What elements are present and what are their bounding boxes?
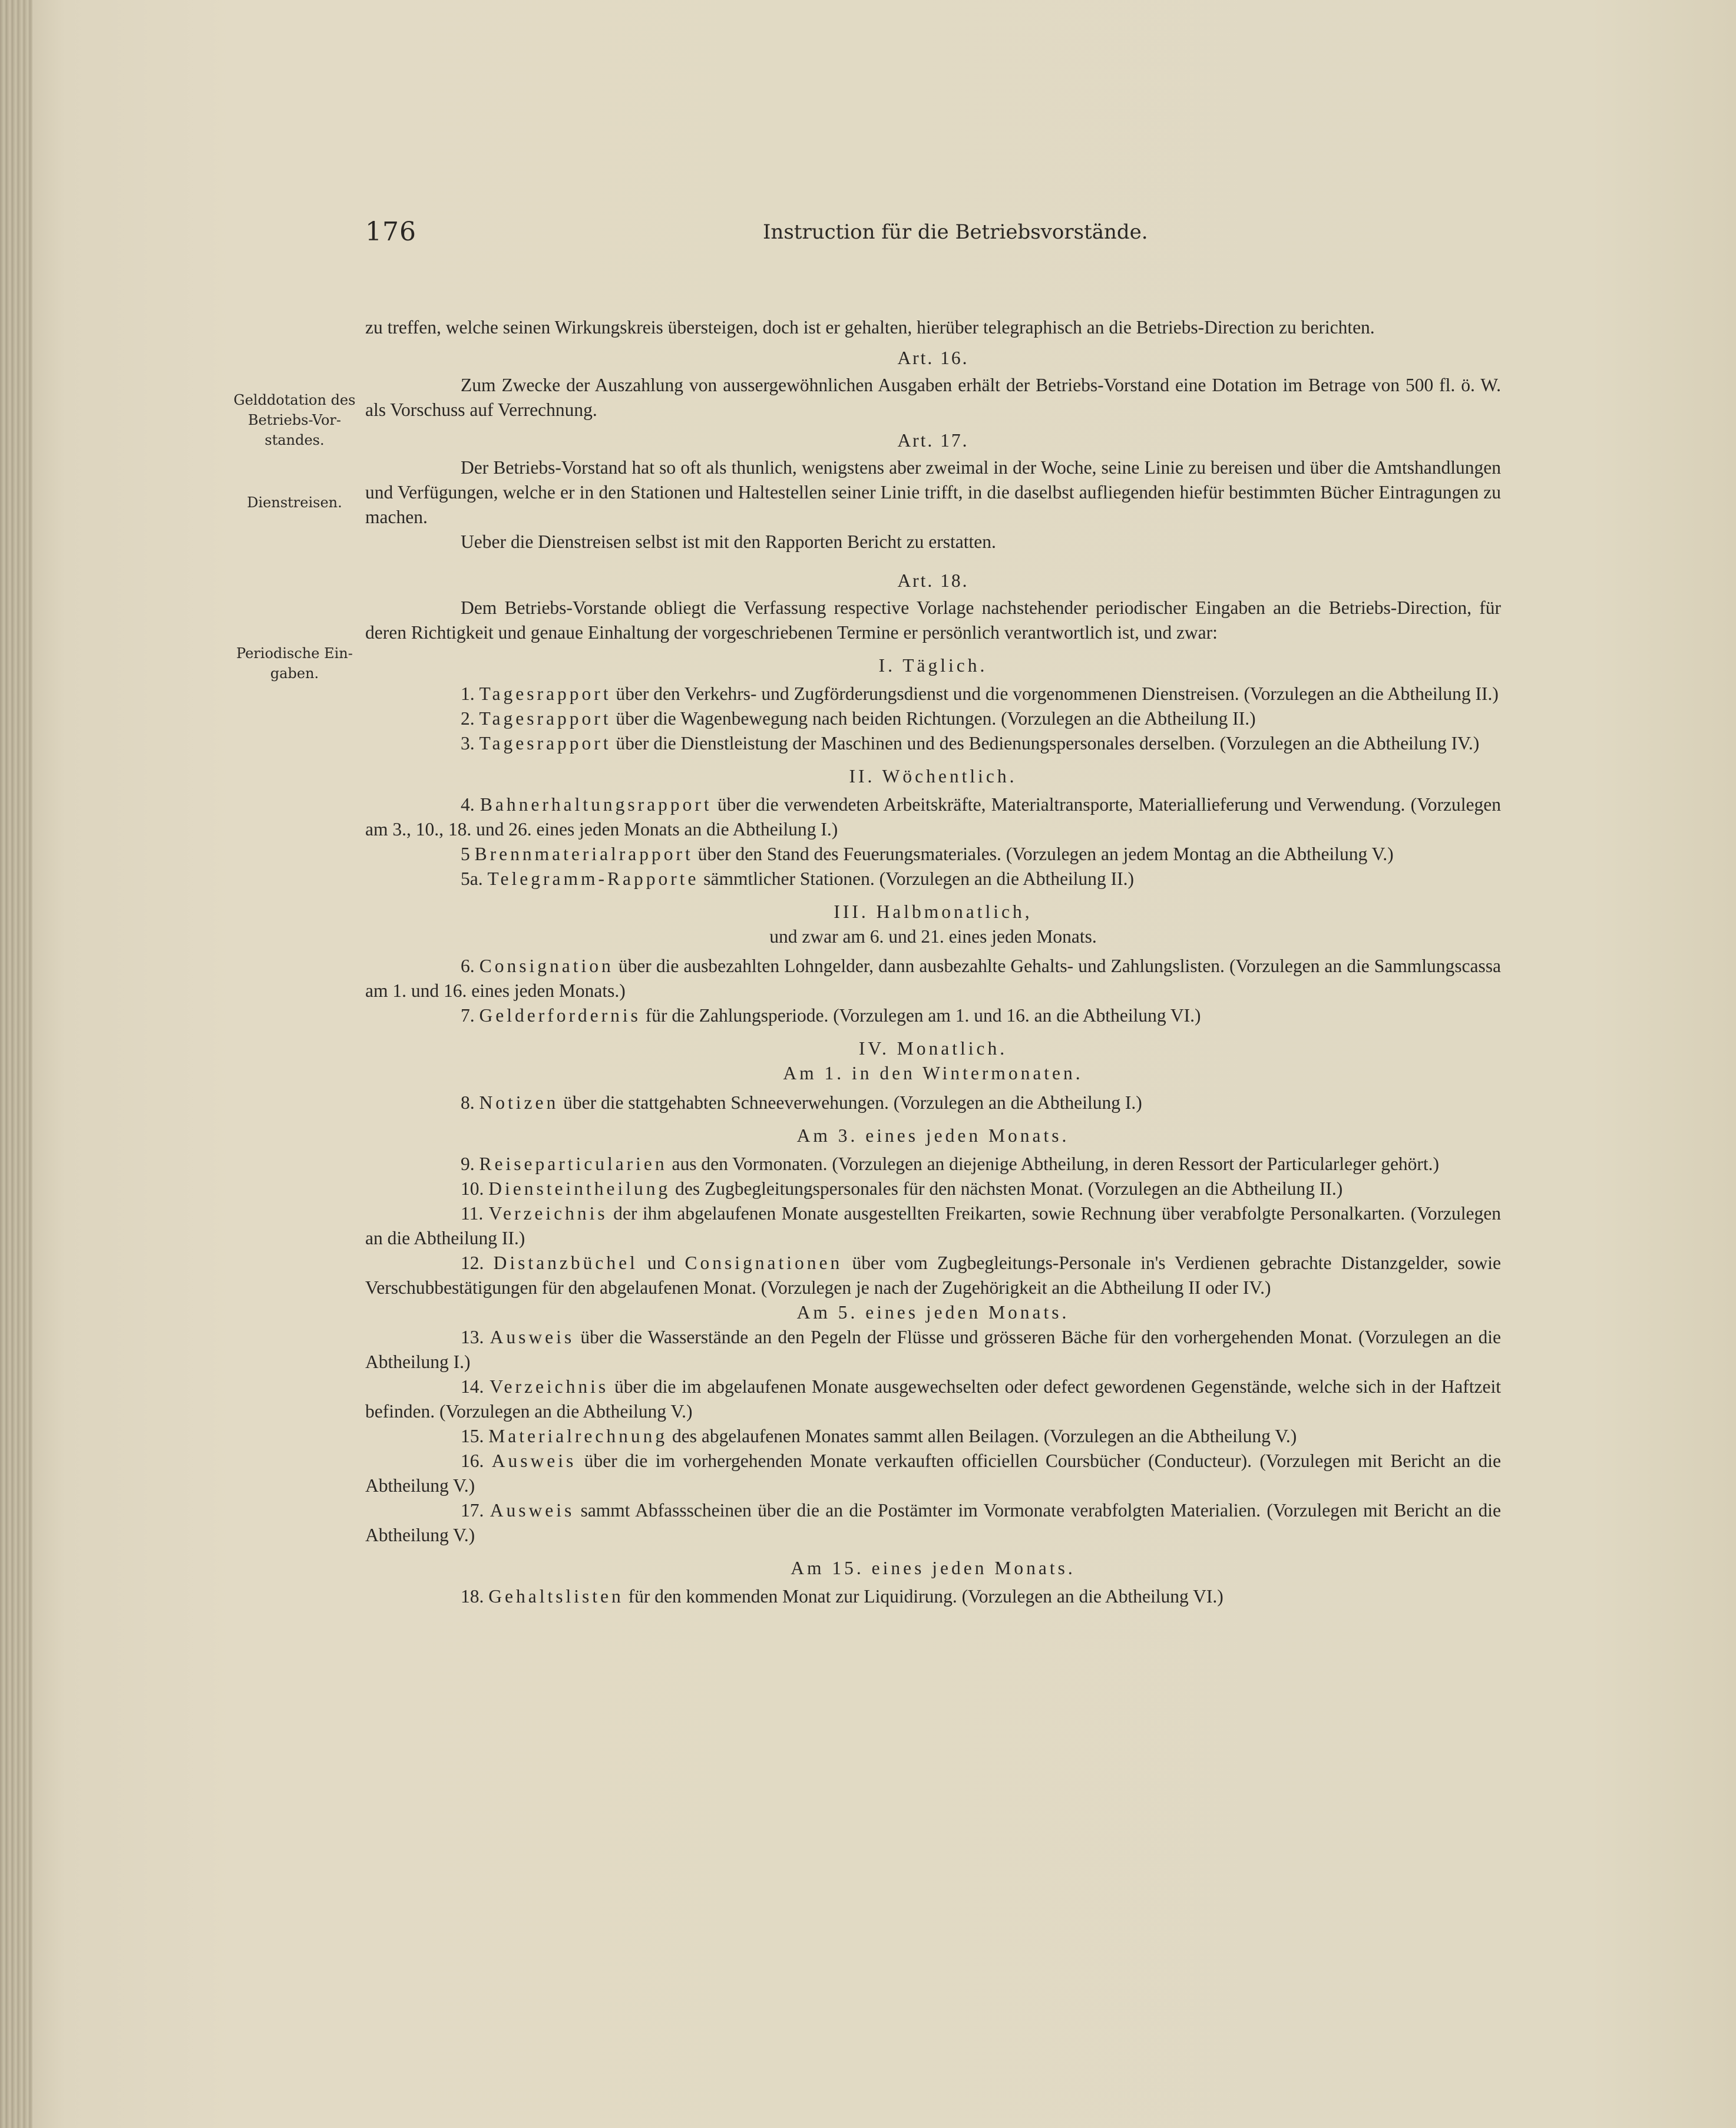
item-term: Diensteintheilung [488,1178,671,1199]
list-item: 6. Consignation über die ausbezahlten Lohngelder, dann ausbezahlte Gehalts- und Zahlungslisten. (Vorzulegen an die Sammlungscassa am 1. und 16. eines jeden Monats.) [365,956,1502,1001]
item-term: Tagesrapport [479,708,611,729]
item-term: Consignationen [685,1253,843,1273]
item-term: Distanzbüchel [493,1253,638,1273]
page-header [365,217,1496,252]
item-term: Brennmaterialrapport [474,844,693,864]
item-term: Telegramm-Rapporte [487,868,699,889]
article-16-text: Zum Zwecke der Auszahlung von aussergewöhnlichen Ausgaben erhält der Betriebs-Vorstand eine Dotation im Betrage von 500 fl. ö. W. als Vorschuss auf Verrechnung. [365,375,1501,420]
item-term: Consignation [479,956,614,976]
section-monthly-winter: Am 1. in den Wintermonaten. [783,1063,1083,1083]
running-title: Instruction für die Betriebsvorstände. [763,220,1148,244]
article-18-text: Dem Betriebs-Vorstande obliegt die Verfassung respective Vorlage nachstehender periodischer Eingaben an die Betriebs-Direction, für deren Richtigkeit und genaue Einhaltung der vorgeschriebenen Termine er persönlich verantwortlich ist, und zwar: [365,597,1501,643]
list-item: 16. Ausweis über die im vorhergehenden Monate verkauften officiellen Coursbücher (Conducteur). (Vorzulegen mit Bericht an die Abtheilung V.) [365,1450,1502,1496]
margin-note-periodische-eingaben: Periodische Ein-gaben. [236,645,353,682]
margin-note-dienstreisen: Dienstreisen. [247,494,342,511]
list-item: 13. Ausweis über die Wasserstände an den Pegeln der Flüsse und grösseren Bäche für den vorhergehenden Monat. (Vorzulegen an die Abtheilung I.) [365,1327,1502,1372]
list-item: 1. Tagesrapport über den Verkehrs- und Zugförderungsdienst und die vorgenommenen Dienstreisen. (Vorzulegen an die Abtheilung II.) [461,683,1499,704]
list-item: 11. Verzeichnis der ihm abgelaufenen Monate ausgestellten Freikarten, sowie Rechnung über verabfolgte Personalkarten. (Vorzulegen an die Abtheilung II.) [365,1203,1501,1248]
list-item: 3. Tagesrapport über die Dienstleistung der Maschinen und des Bedienungspersonales derselben. (Vorzulegen an die Abtheilung IV.) [461,733,1480,754]
section-monthly-15: Am 15. eines jeden Monats. [791,1558,1076,1578]
list-item: 18. Gehaltslisten für den kommenden Monat zur Liquidirung. (Vorzulegen an die Abtheilung VI.) [461,1586,1224,1607]
item-term: Ausweis [490,1327,575,1347]
list-item: 5 Brennmaterialrapport über den Stand des Feuerungsmateriales. (Vorzulegen an jedem Montag an die Abtheilung V.) [461,844,1394,864]
list-item: 9. Reiseparticularien aus den Vormonaten. (Vorzulegen an diejenige Abtheilung, in deren Ressort der Particularleger gehört.) [461,1154,1440,1174]
item-term: Materialrechnung [488,1426,668,1446]
list-item: 2. Tagesrapport über die Wagenbewegung nach beiden Richtungen. (Vorzulegen an die Abtheilung II.) [461,708,1256,729]
article-18-heading: Art. 18. [897,570,969,591]
article-17-text: Der Betriebs-Vorstand hat so oft als thunlich, wenigstens aber zweimal in der Woche, seine Linie zu bereisen und über die Amtshandlungen und Verfügungen, welche er in den Stationen und Haltestellen seiner Linie trifft, in die daselbst aufliegenden hiefür bestimmten Bücher Eintragungen zu machen. [365,457,1501,527]
page-number: 176 [365,217,416,247]
list-item: 15. Materialrechnung des abgelaufenen Monates sammt allen Beilagen. (Vorzulegen an die Abtheilung V.) [461,1426,1297,1446]
article-16-heading: Art. 16. [897,348,969,368]
section-monthly-heading: IV. Monatlich. [858,1038,1008,1059]
intro-paragraph: zu treffen, welche seinen Wirkungskreis übersteigen, doch ist er gehalten, hierüber telegraphisch an die Betriebs-Direction zu berichten. [365,317,1375,338]
item-term: Gehaltslisten [488,1586,624,1607]
item-term: Reiseparticularien [479,1154,667,1174]
section-monthly-5: Am 5. eines jeden Monats. [796,1302,1070,1323]
item-term: Gelderfordernis [479,1005,641,1026]
list-item: 17. Ausweis sammt Abfassscheinen über die an die Postämter im Vormonate verabfolgten Materialien. (Vorzulegen mit Bericht an die Abtheilung V.) [365,1500,1502,1545]
section-daily-heading: I. Täglich. [878,655,988,676]
item-term: Ausweis [491,1450,577,1471]
list-item: 12. Distanzbüchel und Consignationen über vom Zugbegleitungs-Personale in's Verdienen gebrachte Distanzgelder, sowie Verschubbestätigungen für den abgelaufenen Monat. (Vorzulegen je nach der Zugehörigkeit an die Abtheilung II oder IV.) [365,1253,1502,1298]
item-term: Notizen [479,1092,559,1113]
body-text [365,315,1501,1609]
article-17-heading: Art. 17. [897,430,969,451]
article-17-text-2: Ueber die Dienstreisen selbst ist mit den Rapporten Bericht zu erstatten. [461,531,996,552]
section-monthly-3: Am 3. eines jeden Monats. [796,1125,1070,1146]
item-term: Bahnerhaltungsrapport [480,794,712,815]
list-item: 5a. Telegramm-Rapporte sämmtlicher Stationen. (Vorzulegen an die Abtheilung II.) [461,868,1135,889]
item-term: Tagesrapport [479,733,611,754]
list-item: 10. Diensteintheilung des Zugbegleitungspersonales für den nächsten Monat. (Vorzulegen an die Abtheilung II.) [461,1178,1343,1199]
item-term: Tagesrapport [479,683,611,704]
section-weekly-heading: II. Wöchentlich. [849,766,1017,787]
list-item: 8. Notizen über die stattgehabten Schneeverwehungen. (Vorzulegen an die Abtheilung I.) [461,1092,1142,1113]
margin-note-gelddotation: Gelddotation des Betriebs-Vor-standes. [233,392,356,448]
list-item: 14. Verzeichnis über die im abgelaufenen Monate ausgewechselten oder defect gewordenen Gegenstände, welche sich in der Haftzeit befinden. (Vorzulegen an die Abtheilung V.) [365,1376,1501,1422]
section-semimonthly-subheading: und zwar am 6. und 21. eines jeden Monats. [769,926,1097,947]
item-term: Ausweis [490,1500,575,1521]
item-term: Verzeichnis [490,1376,609,1397]
item-term: Verzeichnis [488,1203,608,1224]
list-item: 4. Bahnerhaltungsrapport über die verwendeten Arbeitskräfte, Materialtransporte, Materiallieferung und Verwendung. (Vorzulegen am 3., 10., 18. und 26. eines jeden Monats an die Abtheilung I.) [365,794,1501,840]
section-semimonthly-heading: III. Halbmonatlich, [834,901,1033,922]
list-item: 7. Gelderfordernis für die Zahlungsperiode. (Vorzulegen am 1. und 16. an die Abtheilung VI.) [461,1005,1201,1026]
book-binding-edge [0,0,32,2128]
